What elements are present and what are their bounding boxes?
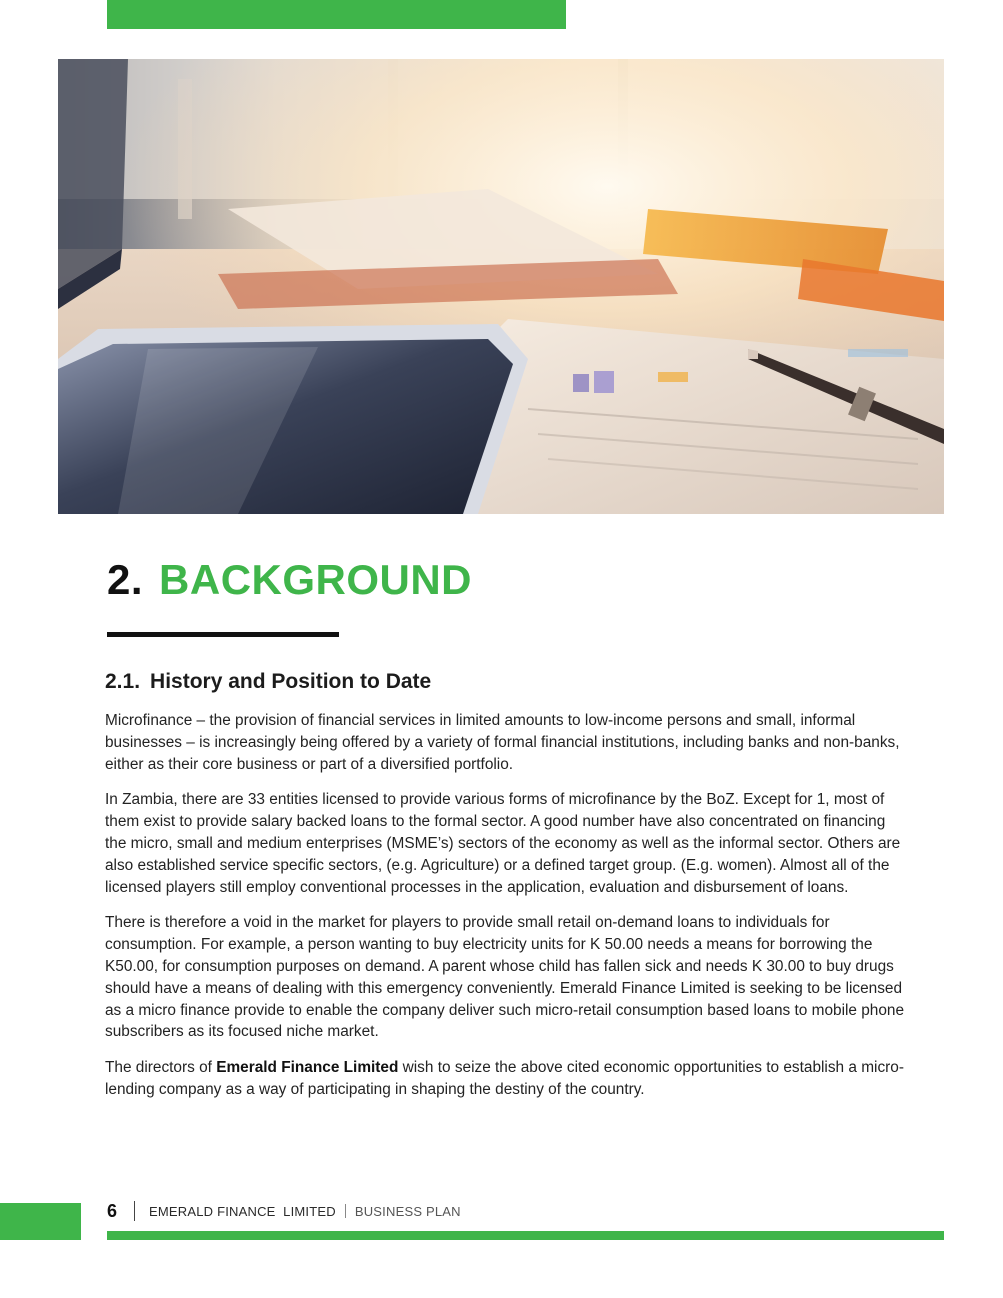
page-number: 6 xyxy=(107,1200,118,1221)
footer-company-name: EMERALD FINANCE LIMITED xyxy=(149,1203,336,1219)
footer-divider-small xyxy=(345,1204,346,1218)
subsection-number: 2.1. xyxy=(105,670,141,693)
body-text xyxy=(105,710,905,1115)
footer-accent-bar xyxy=(107,1231,944,1240)
footer-document-type: BUSINESS PLAN xyxy=(354,1203,461,1219)
company-name-bold: Emerald Finance Limited xyxy=(216,1059,399,1077)
heading-divider xyxy=(107,632,339,637)
closing-text-after: wish to seize the above cited economic opportunities to establish a micro-lending company as a way of participating in shaping the destiny of the country. xyxy=(105,1059,904,1098)
section-title: BACKGROUND xyxy=(159,556,473,603)
paragraph-zambia-market: In Zambia, there are 33 entities licensed to provide various forms of microfinance by the BoZ. Except for 1, most of them exist to provide salary backed loans to the formal sector. A good number have also concentrated on financing the micro, small and medium enterprises (MSME’s) sectors of the economy as well as the informal sector. Others are also established service specific sectors, (e.g. Agriculture) or a defined target group. (E.g. women). Almost all of the licensed players still employ conventional processes in the application, evaluation and disbursement of loans. xyxy=(105,791,901,896)
paragraph-directors-goal xyxy=(105,1057,905,1101)
subsection-title: History and Position to Date xyxy=(150,670,432,693)
hero-photo-office-desk xyxy=(58,59,944,514)
hero-photo-illustration xyxy=(58,59,944,514)
paragraph-microfinance-definition: Microfinance – the provision of financial services in limited amounts to low-income persons and small, informal businesses – is increasingly being offered by a variety of formal financial institutions, including banks and non-banks, either as their core business or part of a diversified portfolio. xyxy=(105,712,900,773)
footer-accent-block xyxy=(0,1203,81,1240)
footer-divider xyxy=(134,1201,135,1221)
page-footer xyxy=(107,1199,461,1223)
paragraph-market-void: There is therefore a void in the market for players to provide small retail on-demand loans to individuals for consumption. For example, a person wanting to buy electricity units for K 50.00 needs a means for borrowing the K50.00, for consumption purposes on demand. A parent whose child has fallen sick and needs K 30.00 to buy drugs should have a means of dealing with this emergency conveniently. Emerald Finance Limited is seeking to be licensed as a micro finance provide to enable the company deliver such micro-retail consumption based loans to mobile phone subscribers as its focused niche market. xyxy=(105,914,905,1041)
section-heading xyxy=(107,552,472,608)
top-accent-bar xyxy=(107,0,566,29)
subsection-heading xyxy=(105,667,431,697)
section-number: 2. xyxy=(107,556,144,603)
closing-text-before: The directors of xyxy=(105,1059,217,1077)
